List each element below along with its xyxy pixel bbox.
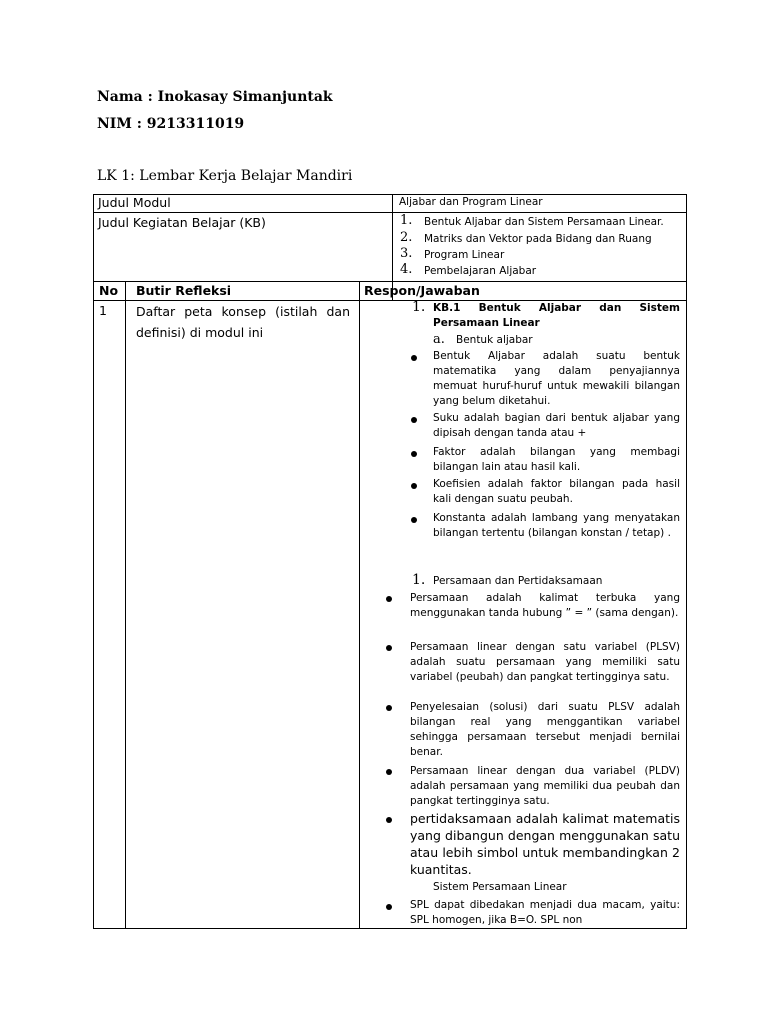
bullet-text: Suku adalah bagian dari bentuk aljabar yang dipisah dengan tanda atau + — [433, 412, 680, 439]
bullet-icon — [411, 417, 417, 423]
bullet-text: Persamaan linear dengan satu variabel (PLSV) adalah suatu persamaan yang memiliki satu variabel (peubah) dan pangkat tertingginya satu. — [410, 641, 680, 683]
bullet-text: Koefisien adalah faktor bilangan pada hasil kali dengan suatu peubah. — [433, 478, 680, 505]
col-header-respon: Respon/Jawaban — [364, 283, 480, 298]
student-nim: NIM : 9213311019 — [97, 116, 245, 132]
kb-label: Judul Kegiatan Belajar (KB) — [98, 215, 266, 230]
bullet-text: Persamaan linear dengan dua variabel (PLDV) adalah persamaan yang memiliki dua peubah dan pangkat tertingginya satu. — [410, 765, 680, 807]
row-number: 1 — [99, 303, 107, 318]
kb-item: Pembelajaran Aljabar — [424, 265, 537, 277]
lk-table — [93, 194, 687, 929]
sub-a-title: Bentuk aljabar — [456, 334, 533, 346]
sec2-num: 1. — [412, 572, 426, 588]
spl-title: Sistem Persamaan Linear — [433, 881, 567, 893]
bullet-icon — [386, 596, 392, 602]
bullet-icon — [411, 451, 417, 457]
kb-item-num: 1. — [400, 213, 413, 228]
kb-item-num: 3. — [400, 246, 413, 261]
bullet-icon — [411, 355, 417, 361]
sub-a-num: a. — [433, 332, 445, 347]
student-name: Nama : Inokasay Simanjuntak — [97, 89, 333, 105]
col-header-no: No — [99, 283, 119, 298]
kb-item: Program Linear — [424, 249, 505, 261]
judul-modul-label: Judul Modul — [98, 195, 171, 210]
bullet-icon — [411, 517, 417, 523]
bullet-icon — [386, 705, 392, 711]
bullet-icon — [411, 483, 417, 489]
bullet-icon — [386, 904, 392, 910]
kb1-title: KB.1 Bentuk Aljabar dan Sistem Persamaan Linear — [433, 302, 680, 329]
butir-refleksi-text: Daftar peta konsep (istilah dan definisi) di modul ini — [136, 304, 350, 340]
kb-item-num: 4. — [400, 262, 413, 277]
kb-item: Matriks dan Vektor pada Bidang dan Ruang — [424, 233, 652, 245]
col-header-butir: Butir Refleksi — [136, 283, 232, 298]
kb-item: Bentuk Aljabar dan Sistem Persamaan Linear. — [424, 216, 664, 228]
bullet-icon — [386, 817, 392, 823]
judul-modul-value: Aljabar dan Program Linear — [399, 196, 543, 208]
bullet-icon — [386, 769, 392, 775]
bullet-text: Persamaan adalah kalimat terbuka yang menggunakan tanda hubung ” = ” (sama dengan). — [410, 592, 680, 619]
bullet-text: Bentuk Aljabar adalah suatu bentuk matematika yang dalam penyajiannya memuat huruf-huruf untuk mewakili bilangan yang belum diketahui. — [433, 350, 680, 407]
page-title: LK 1: Lembar Kerja Belajar Mandiri — [97, 168, 353, 184]
kb1-num: 1. — [412, 299, 426, 315]
sec2-title: Persamaan dan Pertidaksamaan — [433, 575, 603, 587]
bullet-text: Faktor adalah bilangan yang membagi bilangan lain atau hasil kali. — [433, 446, 680, 473]
bullet-text-large: pertidaksamaan adalah kalimat matematis yang dibangun dengan menggunakan satu atau lebih simbol untuk membandingkan 2 kuantitas. — [410, 811, 680, 877]
bullet-text: Penyelesaian (solusi) dari suatu PLSV adalah bilangan real yang menggantikan variabel sehingga persamaan tersebut menjadi bernilai benar. — [410, 701, 680, 758]
bullet-text: SPL dapat dibedakan menjadi dua macam, yaitu: SPL homogen, jika B=O. SPL non — [410, 899, 680, 926]
bullet-icon — [386, 645, 392, 651]
kb-item-num: 2. — [400, 230, 413, 245]
bullet-text: Konstanta adalah lambang yang menyatakan bilangan tertentu (bilangan konstan / tetap) . — [433, 512, 680, 539]
